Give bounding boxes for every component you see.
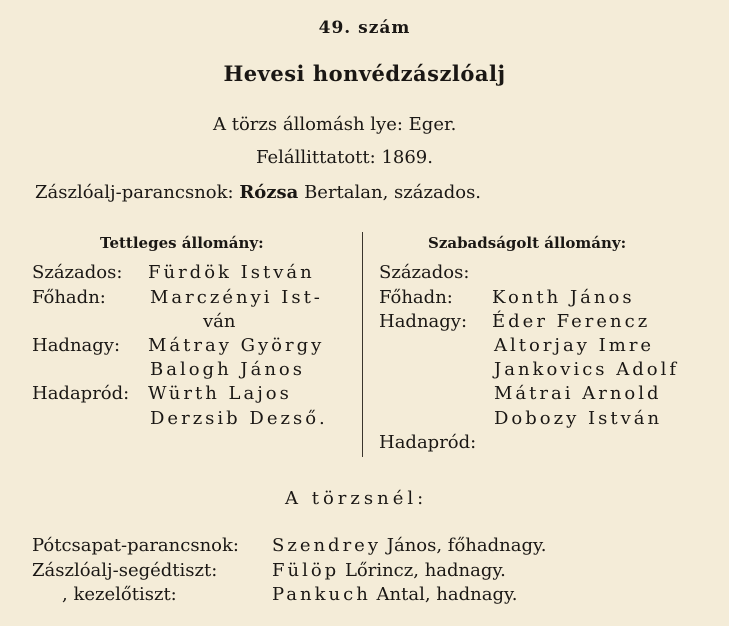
- left-label-first-lieutenant: Főhadn:: [32, 287, 106, 308]
- left-name-cadet-1: Würth Lajos: [148, 383, 292, 404]
- staff-adjutant-surname: Fülöp: [272, 560, 340, 581]
- staff-label-depot-commander: Pótcsapat-parancsnok:: [32, 535, 239, 556]
- staff-administrator: [272, 584, 518, 605]
- column-divider: [362, 232, 363, 457]
- left-label-cadet: Hadapród:: [32, 383, 130, 404]
- staff-heading: A törzsnél:: [285, 488, 428, 509]
- right-name-lieutenant-4: Mátrai Arnold: [494, 383, 662, 404]
- left-name-first-lieutenant-cont: ván: [203, 311, 236, 332]
- left-label-lieutenant: Hadnagy:: [32, 335, 121, 356]
- staff-depot-commander-surname: Szendrey: [272, 535, 382, 556]
- staff-label-adjutant: Zászlóalj-segédtiszt:: [32, 560, 218, 581]
- staff-label-administrator: , kezelőtiszt:: [62, 584, 177, 605]
- left-name-first-lieutenant: Marczényi Ist-: [150, 287, 323, 308]
- commander-label: Zászlóalj-parancsnok:: [35, 182, 234, 203]
- right-name-lieutenant-1: Éder Ferencz: [492, 311, 651, 332]
- section-number: 49. szám: [318, 18, 411, 38]
- staff-adjutant: [272, 560, 506, 581]
- left-name-lieutenant-1: Mátray György: [148, 335, 325, 356]
- right-label-lieutenant: Hadnagy:: [379, 311, 468, 332]
- staff-depot-commander-rest: János, főhadnagy.: [386, 535, 547, 556]
- right-label-cadet: Hadapród:: [379, 432, 477, 453]
- left-name-captain: Fürdök István: [148, 262, 315, 283]
- founded-line: [256, 147, 433, 168]
- right-name-lieutenant-2: Altorjay Imre: [494, 335, 655, 356]
- left-name-lieutenant-2: Balogh János: [150, 359, 306, 380]
- station-line: [213, 114, 456, 135]
- right-name-lieutenant-5: Dobozy István: [494, 408, 663, 429]
- right-name-first-lieutenant: Konth János: [492, 287, 635, 308]
- station-value: Eger.: [408, 114, 457, 135]
- station-label: A törzs állomásh lye:: [213, 114, 403, 135]
- commander-surname: Rózsa: [239, 182, 299, 203]
- left-label-captain: Százados:: [32, 262, 123, 283]
- staff-adjutant-rest: Lőrincz, hadnagy.: [344, 560, 506, 581]
- founded-label: Felállittatott:: [256, 147, 376, 168]
- left-heading: Tettleges állomány:: [100, 234, 264, 252]
- staff-administrator-surname: Pankuch: [272, 584, 371, 605]
- right-label-first-lieutenant: Főhadn:: [379, 287, 453, 308]
- right-heading: Szabadságolt állomány:: [428, 234, 627, 252]
- right-name-lieutenant-3: Jankovics Adolf: [494, 359, 680, 380]
- page-title: Hevesi honvédzászlóalj: [223, 61, 506, 86]
- staff-depot-commander: [272, 535, 547, 556]
- left-name-cadet-2: Derzsib Dezső.: [150, 408, 328, 429]
- staff-administrator-rest: Antal, hadnagy.: [376, 584, 518, 605]
- commander-rest: Bertalan, százados.: [304, 182, 482, 203]
- commander-line: [35, 182, 481, 203]
- founded-value: 1869.: [381, 147, 433, 168]
- right-label-captain: Százados:: [379, 262, 470, 283]
